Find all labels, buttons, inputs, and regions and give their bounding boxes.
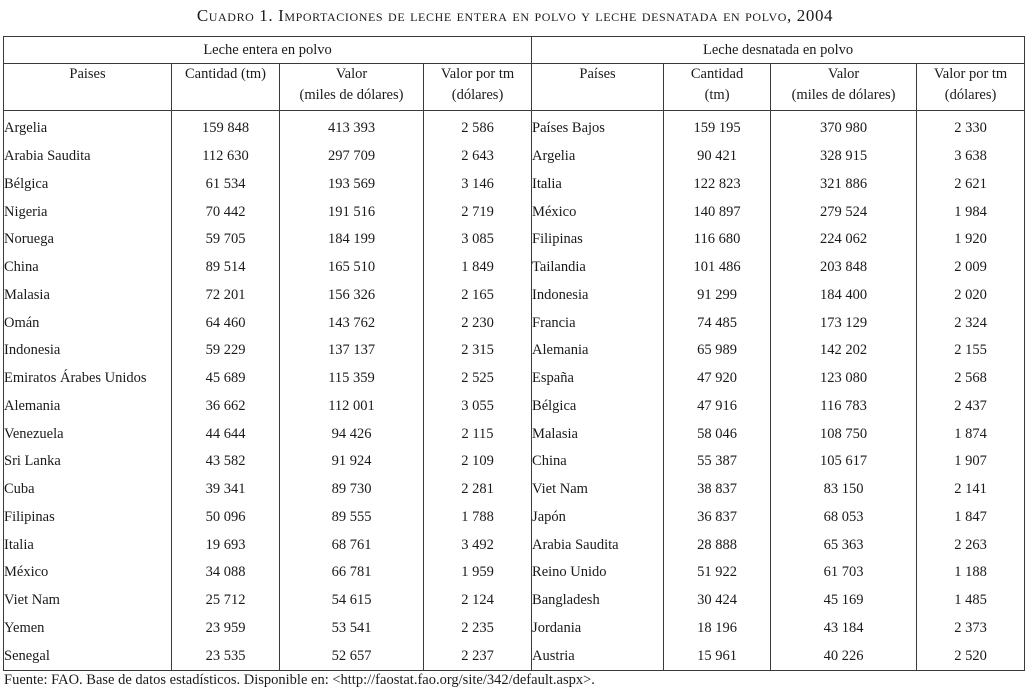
cell-valor-tm-entera: 1 959 bbox=[424, 559, 532, 587]
cell-valor-tm-entera: 3 146 bbox=[424, 171, 532, 199]
cell-valor-tm-desnatada: 1 485 bbox=[917, 587, 1025, 615]
cell-pais-entera: Alemania bbox=[4, 393, 172, 421]
cell-cantidad-entera: 45 689 bbox=[172, 365, 280, 393]
cell-valor-entera: 184 199 bbox=[280, 226, 424, 254]
table-row bbox=[4, 365, 1025, 393]
cell-pais-desnatada: Tailandia bbox=[532, 254, 664, 282]
cell-valor-tm-desnatada: 2 009 bbox=[917, 254, 1025, 282]
cell-cantidad-desnatada: 58 046 bbox=[664, 420, 771, 448]
cell-valor-tm-desnatada: 1 874 bbox=[917, 420, 1025, 448]
table-row bbox=[4, 476, 1025, 504]
col-header-valor-tm-desnatada: Valor por tm (dólares) bbox=[917, 64, 1025, 111]
cell-pais-desnatada: Viet Nam bbox=[532, 476, 664, 504]
cell-valor-entera: 193 569 bbox=[280, 171, 424, 199]
cell-valor-tm-desnatada: 2 621 bbox=[917, 171, 1025, 199]
cell-cantidad-desnatada: 15 961 bbox=[664, 642, 771, 670]
group-header-desnatada: Leche desnatada en polvo bbox=[532, 37, 1025, 64]
table-row bbox=[4, 171, 1025, 199]
cell-pais-entera: China bbox=[4, 254, 172, 282]
cell-valor-tm-entera: 2 115 bbox=[424, 420, 532, 448]
cell-valor-tm-entera: 2 281 bbox=[424, 476, 532, 504]
cell-pais-entera: Malasia bbox=[4, 282, 172, 310]
cell-valor-tm-entera: 2 230 bbox=[424, 309, 532, 337]
cell-cantidad-desnatada: 51 922 bbox=[664, 559, 771, 587]
cell-cantidad-entera: 43 582 bbox=[172, 448, 280, 476]
cell-cantidad-desnatada: 122 823 bbox=[664, 171, 771, 199]
cell-valor-entera: 89 555 bbox=[280, 504, 424, 532]
cell-valor-entera: 94 426 bbox=[280, 420, 424, 448]
cell-valor-tm-desnatada: 1 847 bbox=[917, 504, 1025, 532]
cell-pais-desnatada: Reino Unido bbox=[532, 559, 664, 587]
cell-valor-desnatada: 108 750 bbox=[771, 420, 917, 448]
cell-pais-desnatada: Países Bajos bbox=[532, 111, 664, 143]
cell-pais-desnatada: Indonesia bbox=[532, 282, 664, 310]
cell-valor-desnatada: 45 169 bbox=[771, 587, 917, 615]
cell-cantidad-desnatada: 101 486 bbox=[664, 254, 771, 282]
cell-cantidad-desnatada: 91 299 bbox=[664, 282, 771, 310]
cell-pais-desnatada: Austria bbox=[532, 642, 664, 670]
cell-valor-entera: 91 924 bbox=[280, 448, 424, 476]
cell-pais-entera: Indonesia bbox=[4, 337, 172, 365]
cell-valor-entera: 297 709 bbox=[280, 143, 424, 171]
cell-valor-tm-entera: 2 586 bbox=[424, 111, 532, 143]
cell-pais-entera: Bélgica bbox=[4, 171, 172, 199]
cell-pais-entera: Argelia bbox=[4, 111, 172, 143]
cell-cantidad-desnatada: 28 888 bbox=[664, 531, 771, 559]
cell-valor-tm-entera: 2 237 bbox=[424, 642, 532, 670]
table-row bbox=[4, 282, 1025, 310]
cell-pais-desnatada: Argelia bbox=[532, 143, 664, 171]
col-header-cantidad-entera: Cantidad (tm) bbox=[172, 64, 280, 111]
col-header-pais-desnatada: Países bbox=[532, 64, 664, 111]
cell-valor-desnatada: 173 129 bbox=[771, 309, 917, 337]
cell-valor-entera: 137 137 bbox=[280, 337, 424, 365]
cell-valor-tm-desnatada: 2 568 bbox=[917, 365, 1025, 393]
source-note: Fuente: FAO. Base de datos estadísticos. Disponible en: <http://faostat.fao.org/site/342/default.aspx>. bbox=[4, 672, 595, 688]
cell-cantidad-entera: 159 848 bbox=[172, 111, 280, 143]
cell-cantidad-entera: 112 630 bbox=[172, 143, 280, 171]
table-row bbox=[4, 198, 1025, 226]
cell-valor-desnatada: 40 226 bbox=[771, 642, 917, 670]
cell-valor-desnatada: 65 363 bbox=[771, 531, 917, 559]
cell-valor-tm-entera: 3 085 bbox=[424, 226, 532, 254]
cell-pais-desnatada: Italia bbox=[532, 171, 664, 199]
cell-pais-desnatada: Bangladesh bbox=[532, 587, 664, 615]
table-title: Cuadro 1. Importaciones de leche entera en polvo y leche desnatada en polvo, 2004 bbox=[196, 6, 834, 25]
table-row bbox=[4, 143, 1025, 171]
cell-pais-desnatada: Alemania bbox=[532, 337, 664, 365]
cell-valor-desnatada: 43 184 bbox=[771, 615, 917, 643]
cell-valor-tm-entera: 2 165 bbox=[424, 282, 532, 310]
col-header-cantidad-desnatada: Cantidad (tm) bbox=[664, 64, 771, 111]
cell-cantidad-entera: 64 460 bbox=[172, 309, 280, 337]
cell-pais-desnatada: México bbox=[532, 198, 664, 226]
table-row bbox=[4, 393, 1025, 421]
col-header-pais-entera: Paises bbox=[4, 64, 172, 111]
cell-pais-desnatada: Filipinas bbox=[532, 226, 664, 254]
cell-valor-tm-desnatada: 2 155 bbox=[917, 337, 1025, 365]
cell-valor-tm-entera: 2 719 bbox=[424, 198, 532, 226]
cell-valor-tm-desnatada: 2 437 bbox=[917, 393, 1025, 421]
cell-cantidad-entera: 61 534 bbox=[172, 171, 280, 199]
table-row bbox=[4, 615, 1025, 643]
cell-valor-desnatada: 224 062 bbox=[771, 226, 917, 254]
cell-valor-tm-desnatada: 2 324 bbox=[917, 309, 1025, 337]
cell-valor-desnatada: 123 080 bbox=[771, 365, 917, 393]
cell-cantidad-entera: 59 705 bbox=[172, 226, 280, 254]
table-row bbox=[4, 504, 1025, 532]
cell-pais-desnatada: China bbox=[532, 448, 664, 476]
cell-cantidad-desnatada: 47 920 bbox=[664, 365, 771, 393]
table-row bbox=[4, 420, 1025, 448]
cell-cantidad-desnatada: 159 195 bbox=[664, 111, 771, 143]
cell-cantidad-desnatada: 47 916 bbox=[664, 393, 771, 421]
cell-pais-entera: Filipinas bbox=[4, 504, 172, 532]
cell-valor-desnatada: 142 202 bbox=[771, 337, 917, 365]
col-header-valor-desnatada: Valor (miles de dólares) bbox=[771, 64, 917, 111]
cell-cantidad-entera: 59 229 bbox=[172, 337, 280, 365]
cell-valor-tm-entera: 2 109 bbox=[424, 448, 532, 476]
cell-valor-entera: 413 393 bbox=[280, 111, 424, 143]
cell-cantidad-entera: 34 088 bbox=[172, 559, 280, 587]
cell-pais-entera: Italia bbox=[4, 531, 172, 559]
cell-cantidad-desnatada: 116 680 bbox=[664, 226, 771, 254]
cell-pais-entera: Cuba bbox=[4, 476, 172, 504]
table-row bbox=[4, 559, 1025, 587]
cell-pais-entera: Venezuela bbox=[4, 420, 172, 448]
cell-valor-tm-desnatada: 3 638 bbox=[917, 143, 1025, 171]
cell-valor-entera: 89 730 bbox=[280, 476, 424, 504]
cell-pais-entera: Viet Nam bbox=[4, 587, 172, 615]
cell-cantidad-entera: 36 662 bbox=[172, 393, 280, 421]
cell-valor-entera: 112 001 bbox=[280, 393, 424, 421]
cell-cantidad-entera: 19 693 bbox=[172, 531, 280, 559]
cell-cantidad-entera: 89 514 bbox=[172, 254, 280, 282]
table-row bbox=[4, 587, 1025, 615]
table-row bbox=[4, 254, 1025, 282]
cell-valor-tm-desnatada: 2 141 bbox=[917, 476, 1025, 504]
cell-cantidad-desnatada: 55 387 bbox=[664, 448, 771, 476]
cell-valor-desnatada: 370 980 bbox=[771, 111, 917, 143]
table-row bbox=[4, 642, 1025, 670]
cell-valor-entera: 68 761 bbox=[280, 531, 424, 559]
cell-valor-tm-entera: 2 315 bbox=[424, 337, 532, 365]
cell-cantidad-entera: 25 712 bbox=[172, 587, 280, 615]
col-header-valor-entera: Valor (miles de dólares) bbox=[280, 64, 424, 111]
cell-cantidad-entera: 23 535 bbox=[172, 642, 280, 670]
cell-valor-desnatada: 61 703 bbox=[771, 559, 917, 587]
cell-valor-entera: 52 657 bbox=[280, 642, 424, 670]
col-header-valor-tm-entera: Valor por tm (dólares) bbox=[424, 64, 532, 111]
cell-valor-tm-desnatada: 2 330 bbox=[917, 111, 1025, 143]
cell-valor-tm-entera: 1 788 bbox=[424, 504, 532, 532]
table-row bbox=[4, 111, 1025, 143]
cell-cantidad-desnatada: 90 421 bbox=[664, 143, 771, 171]
cell-valor-entera: 66 781 bbox=[280, 559, 424, 587]
cell-valor-desnatada: 203 848 bbox=[771, 254, 917, 282]
cell-valor-desnatada: 105 617 bbox=[771, 448, 917, 476]
cell-valor-tm-entera: 2 235 bbox=[424, 615, 532, 643]
cell-cantidad-desnatada: 38 837 bbox=[664, 476, 771, 504]
cell-valor-entera: 54 615 bbox=[280, 587, 424, 615]
cell-pais-desnatada: Jordania bbox=[532, 615, 664, 643]
cell-cantidad-entera: 72 201 bbox=[172, 282, 280, 310]
cell-valor-tm-entera: 2 643 bbox=[424, 143, 532, 171]
cell-valor-tm-entera: 2 124 bbox=[424, 587, 532, 615]
table-row bbox=[4, 226, 1025, 254]
cell-cantidad-entera: 39 341 bbox=[172, 476, 280, 504]
cell-cantidad-entera: 44 644 bbox=[172, 420, 280, 448]
cell-pais-entera: Nigeria bbox=[4, 198, 172, 226]
cell-pais-desnatada: Bélgica bbox=[532, 393, 664, 421]
cell-valor-tm-entera: 2 525 bbox=[424, 365, 532, 393]
cell-valor-tm-desnatada: 2 373 bbox=[917, 615, 1025, 643]
cell-valor-tm-desnatada: 2 263 bbox=[917, 531, 1025, 559]
cell-pais-entera: Sri Lanka bbox=[4, 448, 172, 476]
cell-valor-tm-desnatada: 2 020 bbox=[917, 282, 1025, 310]
cell-pais-entera: Arabia Saudita bbox=[4, 143, 172, 171]
cell-valor-entera: 143 762 bbox=[280, 309, 424, 337]
cell-cantidad-desnatada: 30 424 bbox=[664, 587, 771, 615]
cell-pais-entera: Omán bbox=[4, 309, 172, 337]
group-header-entera: Leche entera en polvo bbox=[4, 37, 532, 64]
cell-cantidad-desnatada: 65 989 bbox=[664, 337, 771, 365]
table-row bbox=[4, 337, 1025, 365]
cell-valor-tm-desnatada: 1 907 bbox=[917, 448, 1025, 476]
cell-valor-desnatada: 83 150 bbox=[771, 476, 917, 504]
cell-valor-desnatada: 328 915 bbox=[771, 143, 917, 171]
cell-valor-entera: 191 516 bbox=[280, 198, 424, 226]
cell-valor-entera: 156 326 bbox=[280, 282, 424, 310]
table-row bbox=[4, 309, 1025, 337]
cell-valor-entera: 53 541 bbox=[280, 615, 424, 643]
cell-pais-entera: Senegal bbox=[4, 642, 172, 670]
cell-pais-entera: México bbox=[4, 559, 172, 587]
cell-pais-desnatada: Francia bbox=[532, 309, 664, 337]
cell-valor-desnatada: 279 524 bbox=[771, 198, 917, 226]
cell-valor-tm-desnatada: 1 188 bbox=[917, 559, 1025, 587]
cell-pais-desnatada: España bbox=[532, 365, 664, 393]
cell-cantidad-entera: 23 959 bbox=[172, 615, 280, 643]
cell-valor-entera: 165 510 bbox=[280, 254, 424, 282]
cell-valor-tm-desnatada: 2 520 bbox=[917, 642, 1025, 670]
cell-cantidad-desnatada: 74 485 bbox=[664, 309, 771, 337]
cell-cantidad-desnatada: 36 837 bbox=[664, 504, 771, 532]
cell-valor-desnatada: 68 053 bbox=[771, 504, 917, 532]
cell-cantidad-entera: 50 096 bbox=[172, 504, 280, 532]
cell-pais-entera: Yemen bbox=[4, 615, 172, 643]
cell-cantidad-desnatada: 140 897 bbox=[664, 198, 771, 226]
cell-valor-tm-entera: 3 492 bbox=[424, 531, 532, 559]
table-row bbox=[4, 448, 1025, 476]
cell-cantidad-entera: 70 442 bbox=[172, 198, 280, 226]
cell-valor-tm-desnatada: 1 920 bbox=[917, 226, 1025, 254]
cell-valor-desnatada: 184 400 bbox=[771, 282, 917, 310]
cell-pais-desnatada: Malasia bbox=[532, 420, 664, 448]
cell-valor-tm-entera: 1 849 bbox=[424, 254, 532, 282]
table-row bbox=[4, 531, 1025, 559]
table-body bbox=[4, 111, 1025, 671]
cell-pais-entera: Emiratos Árabes Unidos bbox=[4, 365, 172, 393]
cell-valor-desnatada: 321 886 bbox=[771, 171, 917, 199]
cell-valor-tm-desnatada: 1 984 bbox=[917, 198, 1025, 226]
cell-cantidad-desnatada: 18 196 bbox=[664, 615, 771, 643]
cell-pais-entera: Noruega bbox=[4, 226, 172, 254]
cell-pais-desnatada: Arabia Saudita bbox=[532, 531, 664, 559]
cell-valor-tm-entera: 3 055 bbox=[424, 393, 532, 421]
cell-valor-desnatada: 116 783 bbox=[771, 393, 917, 421]
cell-pais-desnatada: Japón bbox=[532, 504, 664, 532]
cell-valor-entera: 115 359 bbox=[280, 365, 424, 393]
imports-table bbox=[3, 36, 1025, 671]
